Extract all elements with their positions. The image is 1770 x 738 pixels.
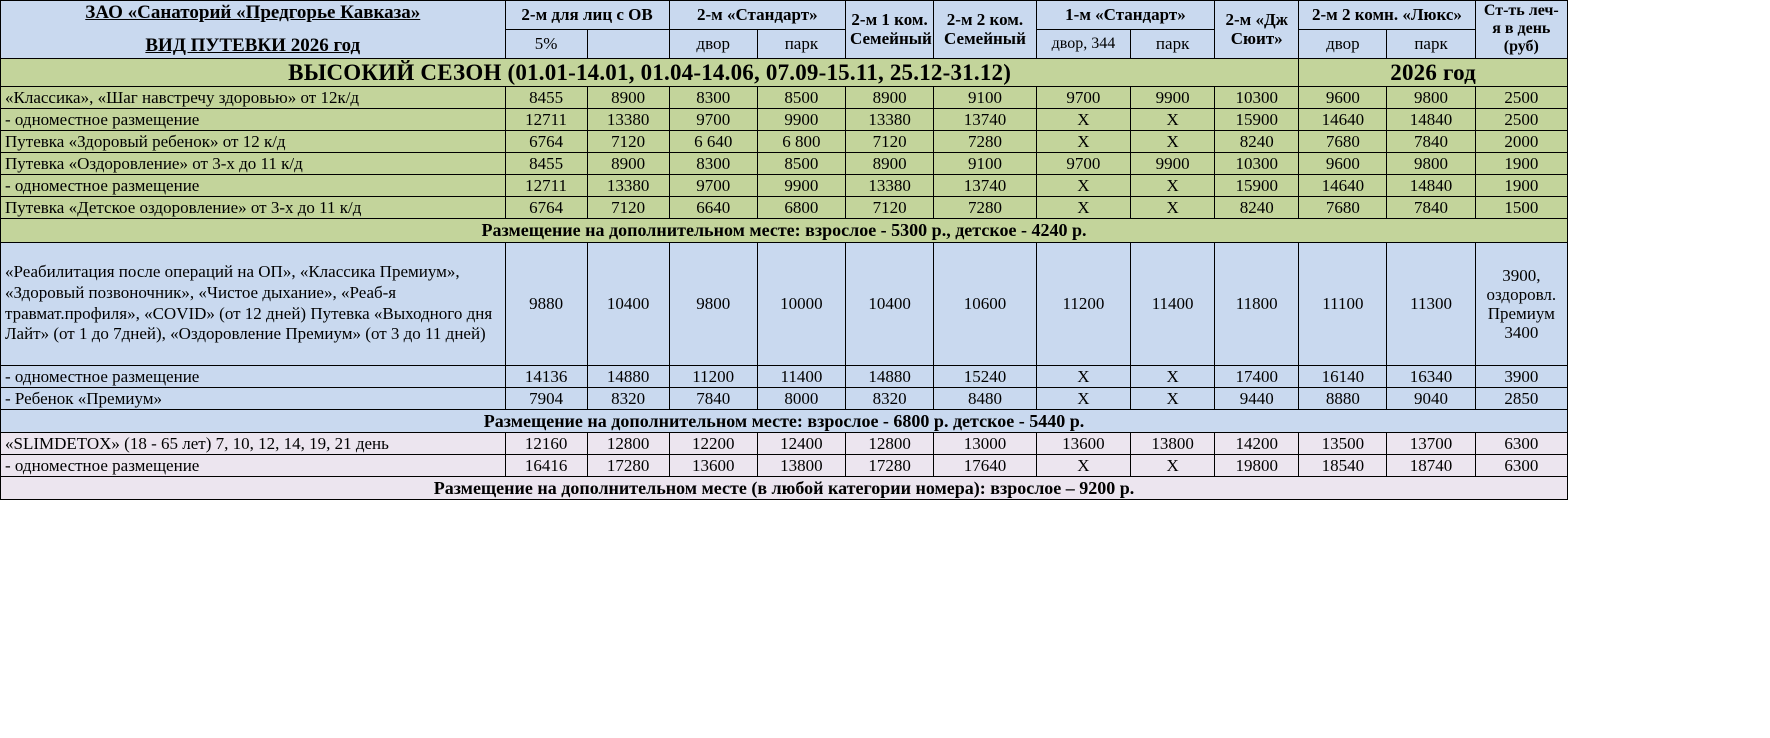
cell: 13800	[757, 454, 845, 476]
col-header-junior-suite: 2-м «Дж Сюит»	[1215, 1, 1299, 59]
row-label: - одноместное размещение	[1, 109, 506, 131]
cell: 13380	[846, 109, 934, 131]
cell: 11800	[1215, 242, 1299, 365]
col-header-lux: 2-м 2 комн. «Люкс»	[1299, 1, 1475, 30]
cell: 11100	[1299, 242, 1387, 365]
cell: 9800	[1387, 87, 1475, 109]
cell: 9600	[1299, 153, 1387, 175]
cell: 7680	[1299, 131, 1387, 153]
cell: 9900	[1131, 153, 1215, 175]
cell: 10400	[846, 242, 934, 365]
org-title-line1: ЗАО «Санаторий «Предгорье Кавказа»	[85, 2, 421, 23]
cell: 2850	[1475, 387, 1567, 409]
cell: Х	[1131, 454, 1215, 476]
note-row-lilac	[1, 476, 1568, 499]
org-title-cell	[1, 1, 506, 59]
cell: 19800	[1215, 454, 1299, 476]
cell: 14640	[1299, 175, 1387, 197]
cell: 10300	[1215, 153, 1299, 175]
cell: 6 800	[757, 131, 845, 153]
cell: 10400	[587, 242, 669, 365]
cell: 8900	[587, 87, 669, 109]
cell: 12400	[757, 432, 845, 454]
org-title-line2: ВИД ПУТЕВКИ 2026 год	[145, 35, 361, 57]
col-subheader-ov-5: 5%	[505, 29, 587, 58]
cell: 8880	[1299, 387, 1387, 409]
cell: 15900	[1215, 175, 1299, 197]
table-row	[1, 387, 1568, 409]
cell: 6 640	[669, 131, 757, 153]
cell: 9900	[1131, 87, 1215, 109]
col-header-family-1k: 2-м 1 ком. Семейный	[846, 1, 934, 59]
table-row	[1, 109, 1568, 131]
cell: Х	[1036, 131, 1130, 153]
cell: 8320	[587, 387, 669, 409]
cell: 17280	[587, 454, 669, 476]
cell: 7120	[587, 197, 669, 219]
cell: 9900	[757, 175, 845, 197]
cell: 13600	[1036, 432, 1130, 454]
cell: 9700	[1036, 153, 1130, 175]
row-label: - одноместное размещение	[1, 175, 506, 197]
cell: 8300	[669, 153, 757, 175]
cell: 10300	[1215, 87, 1299, 109]
cell: 7280	[934, 197, 1037, 219]
cell: 13380	[587, 109, 669, 131]
table-row	[1, 365, 1568, 387]
cell: 1900	[1475, 175, 1567, 197]
col-subheader-single-park: парк	[1131, 29, 1215, 58]
cell: 9700	[669, 175, 757, 197]
cell: 14840	[1387, 109, 1475, 131]
cell: 11300	[1387, 242, 1475, 365]
row-label: Путевка «Детское оздоровление» от 3-х до 11 к/д	[1, 197, 506, 219]
cell: 7840	[1387, 131, 1475, 153]
cell: 6764	[505, 197, 587, 219]
extra-bed-note-blue: Размещение на дополнительном месте: взрослое - 6800 р. детское - 5440 р.	[1, 409, 1568, 432]
cell: 11200	[1036, 242, 1130, 365]
note-row-blue	[1, 409, 1568, 432]
cell: 9800	[1387, 153, 1475, 175]
cell: 7120	[846, 131, 934, 153]
cell: 8455	[505, 153, 587, 175]
table-row	[1, 153, 1568, 175]
cell: 11400	[757, 365, 845, 387]
season-year: 2026 год	[1299, 58, 1568, 87]
cell: 9880	[505, 242, 587, 365]
cell: Х	[1131, 109, 1215, 131]
cell: 16340	[1387, 365, 1475, 387]
cell: 13380	[587, 175, 669, 197]
cell: 9900	[757, 109, 845, 131]
cell: 13740	[934, 175, 1037, 197]
cell: 13000	[934, 432, 1037, 454]
cell: 9600	[1299, 87, 1387, 109]
note-row-green	[1, 219, 1568, 242]
cell: 12160	[505, 432, 587, 454]
cell: 9100	[934, 87, 1037, 109]
cell: 6300	[1475, 432, 1567, 454]
cell: 9700	[669, 109, 757, 131]
cell: 8300	[669, 87, 757, 109]
cell: 16140	[1299, 365, 1387, 387]
row-label: - одноместное размещение	[1, 454, 506, 476]
cell: 6764	[505, 131, 587, 153]
cell: 11400	[1131, 242, 1215, 365]
cell: 14640	[1299, 109, 1387, 131]
cell: 12200	[669, 432, 757, 454]
cell: 13700	[1387, 432, 1475, 454]
cell: 14880	[846, 365, 934, 387]
table-row	[1, 197, 1568, 219]
cell: 8500	[757, 153, 845, 175]
cell: 7120	[587, 131, 669, 153]
cell: 8480	[934, 387, 1037, 409]
cell: 8900	[846, 87, 934, 109]
cell: 10600	[934, 242, 1037, 365]
cell: 7840	[1387, 197, 1475, 219]
cell: 8900	[587, 153, 669, 175]
cell: 6300	[1475, 454, 1567, 476]
cell: 17640	[934, 454, 1037, 476]
cell: 17400	[1215, 365, 1299, 387]
cell: 14200	[1215, 432, 1299, 454]
cell: 17280	[846, 454, 934, 476]
cell: 11200	[669, 365, 757, 387]
cell: 7280	[934, 131, 1037, 153]
cell: 7120	[846, 197, 934, 219]
cell: 13800	[1131, 432, 1215, 454]
cell: 9440	[1215, 387, 1299, 409]
extra-bed-note-lilac: Размещение на дополнительном месте (в любой категории номера): взрослое – 9200 р.	[1, 476, 1568, 499]
cell: 14136	[505, 365, 587, 387]
cell: 1500	[1475, 197, 1567, 219]
cell: 18540	[1299, 454, 1387, 476]
row-label: Путевка «Здоровый ребенок» от 12 к/д	[1, 131, 506, 153]
cell: 9800	[669, 242, 757, 365]
cell: 2000	[1475, 131, 1567, 153]
cell: 12711	[505, 175, 587, 197]
row-label: - Ребенок «Премиум»	[1, 387, 506, 409]
cell: Х	[1036, 197, 1130, 219]
cell: 7904	[505, 387, 587, 409]
cell: 2500	[1475, 109, 1567, 131]
cell: 3900, оздоровл. Премиум 3400	[1475, 242, 1567, 365]
season-title: ВЫСОКИЙ СЕЗОН (01.01-14.01, 01.04-14.06, 07.09-15.11, 25.12-31.12)	[1, 58, 1299, 87]
cell: Х	[1131, 131, 1215, 153]
row-label: «Реабилитация после операций на ОП», «Классика Премиум», «Здоровый позвоночник», «Чистое дыхание», «Реаб-я травмат.профиля», «COVID» (от 12 дней) Путевка «Выходного дня Лайт» (от 1 до 7дней), «Оздоровление Премиум» (от 3 до 11 дней)	[1, 242, 506, 365]
row-label: - одноместное размещение	[1, 365, 506, 387]
col-subheader-standart-dvor: двор	[669, 29, 757, 58]
season-banner-row	[1, 58, 1568, 87]
cell: 14880	[587, 365, 669, 387]
col-subheader-ov-blank	[587, 29, 669, 58]
col-subheader-standart-park: парк	[757, 29, 845, 58]
table-row	[1, 432, 1568, 454]
cell: Х	[1131, 175, 1215, 197]
cell: 6640	[669, 197, 757, 219]
cell: 3900	[1475, 365, 1567, 387]
cell: Х	[1131, 365, 1215, 387]
cell: 16416	[505, 454, 587, 476]
cell: 1900	[1475, 153, 1567, 175]
col-header-ov: 2-м для лиц с ОВ	[505, 1, 669, 30]
cell: Х	[1131, 387, 1215, 409]
cell: 15240	[934, 365, 1037, 387]
cell: 8240	[1215, 197, 1299, 219]
cell: 8455	[505, 87, 587, 109]
table-row	[1, 131, 1568, 153]
cell: 7840	[669, 387, 757, 409]
cell: 8000	[757, 387, 845, 409]
cell: 7680	[1299, 197, 1387, 219]
cell: 2500	[1475, 87, 1567, 109]
cell: 18740	[1387, 454, 1475, 476]
extra-bed-note-green: Размещение на дополнительном месте: взрослое - 5300 р., детское - 4240 р.	[1, 219, 1568, 242]
cell: Х	[1036, 365, 1130, 387]
cell: 13500	[1299, 432, 1387, 454]
cell: Х	[1036, 109, 1130, 131]
cell: 12800	[846, 432, 934, 454]
table-row	[1, 87, 1568, 109]
row-label: «SLIMDETOX» (18 - 65 лет) 7, 10, 12, 14, 19, 21 день	[1, 432, 506, 454]
row-label: Путевка «Оздоровление» от 3-х до 11 к/д	[1, 153, 506, 175]
cell: 9700	[1036, 87, 1130, 109]
cell: 13740	[934, 109, 1037, 131]
col-header-family-2k: 2-м 2 ком. Семейный	[934, 1, 1037, 59]
col-header-standart: 2-м «Стандарт»	[669, 1, 845, 30]
col-subheader-lux-park: парк	[1387, 29, 1475, 58]
cell: 9040	[1387, 387, 1475, 409]
col-header-treatment-cost: Ст-ть леч-я в день (руб)	[1475, 1, 1567, 59]
cell: 13600	[669, 454, 757, 476]
cell: 8320	[846, 387, 934, 409]
table-row	[1, 242, 1568, 365]
col-subheader-single-dvor: двор, 344	[1036, 29, 1130, 58]
cell: 9100	[934, 153, 1037, 175]
cell: Х	[1036, 387, 1130, 409]
row-label: «Классика», «Шаг навстречу здоровью» от 12к/д	[1, 87, 506, 109]
cell: 6800	[757, 197, 845, 219]
cell: 8240	[1215, 131, 1299, 153]
cell: 14840	[1387, 175, 1475, 197]
cell: 15900	[1215, 109, 1299, 131]
col-subheader-lux-dvor: двор	[1299, 29, 1387, 58]
cell: Х	[1036, 454, 1130, 476]
table-row	[1, 454, 1568, 476]
header-row-main	[1, 1, 1568, 30]
cell: Х	[1131, 197, 1215, 219]
cell: 12711	[505, 109, 587, 131]
cell: 12800	[587, 432, 669, 454]
col-header-single-standart: 1-м «Стандарт»	[1036, 1, 1214, 30]
cell: 10000	[757, 242, 845, 365]
cell: 8500	[757, 87, 845, 109]
cell: 8900	[846, 153, 934, 175]
cell: 13380	[846, 175, 934, 197]
table-row	[1, 175, 1568, 197]
cell: Х	[1036, 175, 1130, 197]
